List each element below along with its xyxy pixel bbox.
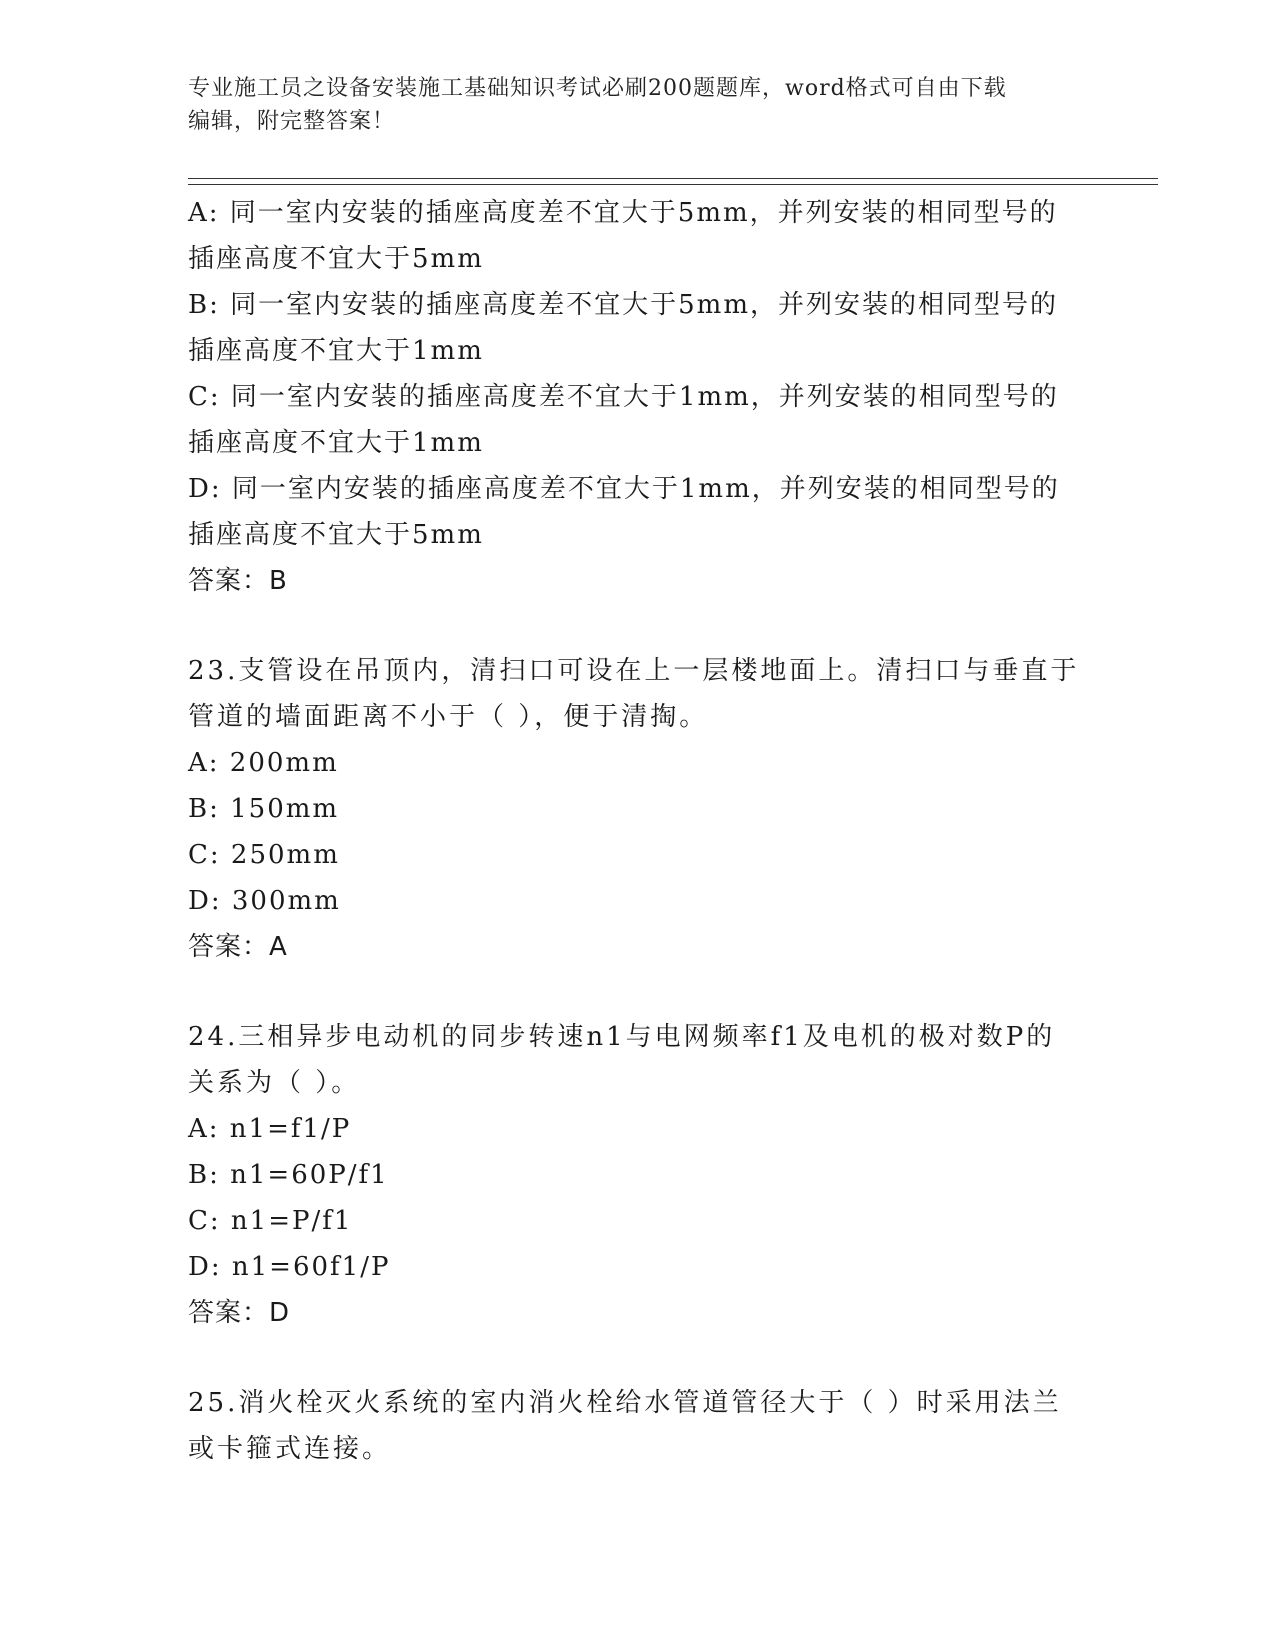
answer-label: 答案： xyxy=(188,932,270,962)
stem-line: 管道的墙面距离不小于（ ），便于清掏。 xyxy=(188,702,709,732)
answer-line xyxy=(188,558,1088,604)
option-line: D: 同一室内安装的插座高度差不宜大于1mm，并列安装的相同型号的 xyxy=(188,474,1060,504)
answer-value: D xyxy=(269,1298,291,1328)
answer-label: 答案： xyxy=(188,1298,270,1328)
option-b: B: n1=60P/f1 xyxy=(188,1160,389,1190)
question-stem xyxy=(188,648,1088,740)
question-24 xyxy=(188,1014,1088,1336)
question-gap xyxy=(188,970,1088,1014)
option-line: A: 同一室内安装的插座高度差不宜大于5mm，并列安装的相同型号的 xyxy=(188,198,1058,228)
option-line: 插座高度不宜大于1mm xyxy=(188,336,484,366)
option-b: B: 150mm xyxy=(188,794,340,824)
option-d: D: 300mm xyxy=(188,886,341,916)
option-line: B: 同一室内安装的插座高度差不宜大于5mm，并列安装的相同型号的 xyxy=(188,290,1058,320)
option-d: D: n1=60f1/P xyxy=(188,1252,391,1282)
option-line: C: 同一室内安装的插座高度差不宜大于1mm，并列安装的相同型号的 xyxy=(188,382,1059,412)
stem-line: 关系为（ ）。 xyxy=(188,1068,361,1098)
question-stem xyxy=(188,1014,1088,1106)
answer-label: 答案： xyxy=(188,566,270,596)
option-c: C: 250mm xyxy=(188,840,340,870)
stem-line: 24.三相异步电动机的同步转速n1与电网频率f1及电机的极对数P的 xyxy=(188,1022,1056,1052)
question-22 xyxy=(188,190,1088,604)
option-c: C: n1=P/f1 xyxy=(188,1206,353,1236)
question-25 xyxy=(188,1380,1088,1472)
document-body xyxy=(188,190,1088,1472)
option-line: 插座高度不宜大于1mm xyxy=(188,428,484,458)
header-double-rule xyxy=(188,178,1158,185)
stem-line: 23.支管设在吊顶内，清扫口可设在上一层楼地面上。清扫口与垂直于 xyxy=(188,656,1080,686)
answer-line xyxy=(188,1290,1088,1336)
question-gap xyxy=(188,604,1088,648)
answer-value: B xyxy=(269,566,288,596)
option-d xyxy=(188,466,1088,558)
option-a: A: 200mm xyxy=(188,748,339,778)
stem-line: 或卡箍式连接。 xyxy=(188,1434,392,1464)
question-stem xyxy=(188,1380,1088,1472)
option-line: 插座高度不宜大于5mm xyxy=(188,244,484,274)
option-b xyxy=(188,282,1088,374)
option-a xyxy=(188,190,1088,282)
header-line-1: 专业施工员之设备安装施工基础知识考试必刷200题题库，word格式可自由下载 xyxy=(188,76,1007,101)
document-header xyxy=(188,72,1068,138)
option-line: 插座高度不宜大于5mm xyxy=(188,520,484,550)
option-a: A: n1=f1/P xyxy=(188,1114,352,1144)
answer-value: A xyxy=(269,932,288,962)
answer-line xyxy=(188,924,1088,970)
option-c xyxy=(188,374,1088,466)
stem-line: 25.消火栓灭火系统的室内消火栓给水管道管径大于（ ）时采用法兰 xyxy=(188,1388,1062,1418)
header-line-2: 编辑，附完整答案！ xyxy=(188,109,396,134)
question-gap xyxy=(188,1336,1088,1380)
question-23 xyxy=(188,648,1088,970)
